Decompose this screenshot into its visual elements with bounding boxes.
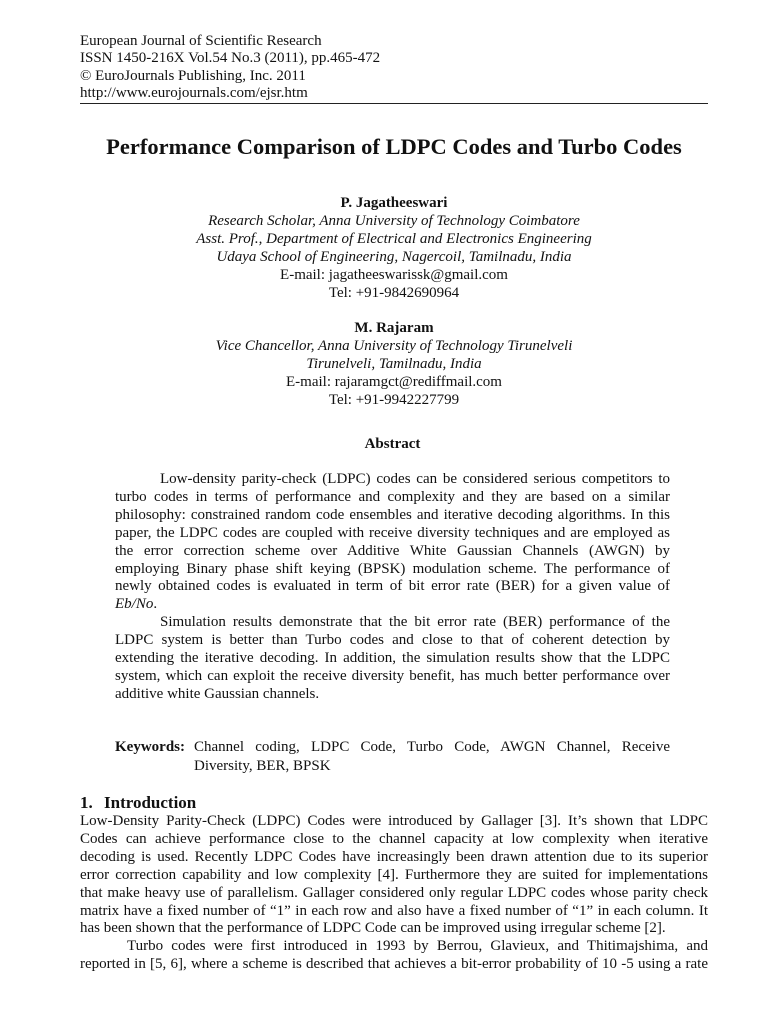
author-tel: +91-9842690964: [355, 285, 460, 301]
abstract-paragraph: [115, 614, 670, 704]
author-tel: +91-9942227799: [355, 392, 460, 408]
author-tel-label: Tel:: [328, 392, 352, 408]
author-tel-line: [80, 391, 708, 409]
journal-name: European Journal of Scientific Research: [80, 33, 322, 49]
text-line: [115, 596, 670, 614]
keywords-label: Keywords:: [115, 739, 185, 755]
journal-header: [80, 33, 708, 102]
text-line: matrix have a fixed number of “1” in each row and also have a fixed number of “1” in each column. It: [80, 902, 708, 919]
author-affiliation: Research Scholar, Anna University of Technology Coimbatore: [208, 213, 580, 229]
abstract-paragraph: [115, 471, 670, 614]
abstract-body: [115, 471, 670, 704]
body-paragraph: [80, 813, 708, 938]
author-block: [80, 194, 708, 302]
author-tel-line: [80, 284, 708, 302]
text-line: paper, the LDPC codes are coupled with receive diversity techniques and are employed as: [115, 524, 670, 541]
text-line: philosophy: constrained random code ensembles and iterative decoding algorithms. In this: [115, 506, 670, 523]
text-line: Turbo codes were first introduced in 1993 by Berrou, Glavieux, and Thitimajshima, and: [127, 938, 708, 955]
journal-issn: ISSN 1450-216X Vol.54 No.3 (2011), pp.465-472: [80, 50, 381, 67]
author-name: P. Jagatheeswari: [340, 195, 448, 211]
author-affiliation: Tirunelveli, Tamilnadu, India: [306, 356, 482, 372]
text-line: Low-density parity-check (LDPC) codes can be considered serious competitors to: [160, 471, 670, 487]
keywords: [194, 738, 670, 776]
text-line: system, which can exploit the receive diversity benefit, has much better performance over: [115, 667, 670, 684]
journal-copyright: © EuroJournals Publishing, Inc. 2011: [80, 67, 306, 84]
text-line: turbo codes in terms of performance and complexity and they are based on a similar: [115, 488, 670, 505]
body-paragraph: [80, 938, 708, 974]
author-affiliation: Udaya School of Engineering, Nagercoil, Tamilnadu, India: [216, 249, 572, 265]
text-line: error correction capability and low complexity [4]. Furthermore they are suited for implementations: [80, 866, 708, 883]
author-email: jagatheeswarissk@gmail.com: [328, 267, 508, 283]
author-email-label: E-mail:: [286, 374, 332, 390]
text-line: newly obtained codes is evaluated in term of bit error rate (BER) for a given value of: [115, 578, 670, 595]
text-line: Codes can achieve performance close to the channel capacity at low complexity when iterative: [80, 830, 708, 847]
section-number: 1.: [80, 793, 93, 812]
text-line: additive white Gaussian channels.: [115, 685, 320, 702]
author-affiliation: Vice Chancellor, Anna University of Technology Tirunelveli: [215, 338, 573, 354]
author-email-line: [80, 373, 708, 391]
text-line: extending the iterative decoding. In addition, the simulation results show that the LDPC: [115, 650, 670, 667]
text-line: decoding is used. Recently LDPC Codes have increasingly been drawn attention due to its superior: [80, 848, 708, 865]
author-tel-label: Tel:: [328, 285, 352, 301]
text-line: that make heavy use of parallelism. Gallager considered only regular LDPC codes whose parity check: [80, 884, 708, 901]
header-rule: [80, 103, 708, 104]
author-email-label: E-mail:: [280, 267, 326, 283]
author-email-line: [80, 266, 708, 284]
abstract-heading: Abstract: [364, 436, 421, 452]
text-line: reported in [5, 6], where a scheme is described that achieves a bit-error probability of 10 -5 using a rate: [80, 956, 708, 973]
keywords-line: Channel coding, LDPC Code, Turbo Code, AWGN Channel, Receive: [194, 739, 670, 755]
text-line: the error correction scheme over Additive White Gaussian Channels (AWGN) by: [115, 542, 670, 559]
keywords-line: Diversity, BER, BPSK: [194, 758, 331, 774]
text-line: employing Binary phase shift keying (BPSK) modulation scheme. The performance of: [115, 560, 670, 577]
section-body: [80, 813, 708, 974]
text-line: LDPC system is better than Turbo codes and close to that of coherent detection by: [115, 632, 670, 649]
line-end-text: .: [153, 596, 158, 613]
section-title: Introduction: [104, 793, 197, 812]
section-heading: [80, 793, 708, 813]
author-name: M. Rajaram: [354, 320, 434, 336]
paper-title: Performance Comparison of LDPC Codes and Turbo Codes: [106, 134, 682, 159]
text-line: Simulation results demonstrate that the bit error rate (BER) performance of the: [160, 614, 670, 631]
text-line: Low-Density Parity-Check (LDPC) Codes were introduced by Gallager [3]. It’s shown that LDPC: [80, 813, 708, 829]
author-email: rajaramgct@rediffmail.com: [334, 374, 502, 390]
text-line: has been shown that the performance of LDPC Code can be improved using irregular scheme [2].: [80, 920, 666, 937]
author-affiliation: Asst. Prof., Department of Electrical and Electronics Engineering: [196, 231, 592, 247]
journal-url: http://www.eurojournals.com/ejsr.htm: [80, 84, 308, 101]
author-block: [80, 319, 708, 409]
eb-no-symbol: Eb/No: [115, 596, 154, 613]
